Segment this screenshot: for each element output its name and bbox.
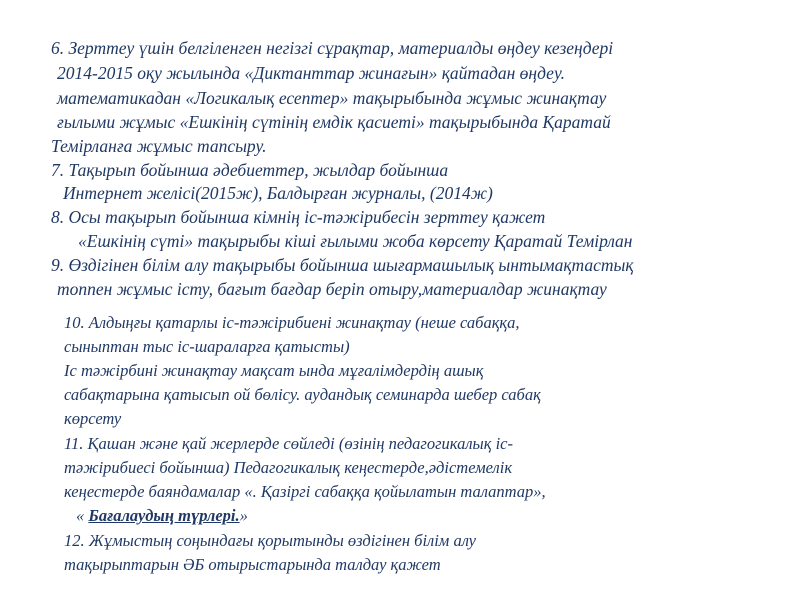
emphasis-text: Бағалаудың түрлері.	[88, 506, 240, 525]
text-line: 6. Зерттеу үшін белгіленген негізгі сұрақтар, материалды өңдеу кезеңдері	[51, 38, 614, 58]
text-line: сыныптан тыс іс-шараларға қатысты)	[64, 337, 350, 356]
text-line-emphasis	[76, 508, 248, 525]
text-line: кеңестерде баяндамалар «. Қазіргі сабаққа қойылатын талаптар»,	[64, 482, 546, 501]
text-line: «Ешкінің сүті» тақырыбы кіші ғылыми жоба көрсету Қаратай Темірлан	[78, 231, 633, 251]
text-line: топпен жұмыс істу, бағыт бағдар беріп отыру,материалдар жинақтау	[57, 279, 607, 299]
text-line: 10. Алдыңғы қатарлы іс-тәжірибиені жинақтау (неше сабаққа,	[64, 313, 520, 332]
text-line: Темірланға жұмыс тапсыру.	[51, 136, 267, 156]
text-line: Интернет желісі(2015ж), Балдырған журналы, (2014ж)	[63, 183, 493, 203]
text-line: 7. Тақырып бойынша әдебиеттер, жылдар бойынша	[51, 160, 449, 180]
text-line: 8. Осы тақырып бойынша кімнің іс-тәжірибесін зерттеу қажет	[51, 207, 546, 227]
text-line: көрсету	[64, 409, 122, 428]
text-line: 9. Өздігінен білім алу тақырыбы бойынша шығармашылық ынтымақтастық	[51, 255, 634, 275]
quote-close: »	[239, 506, 248, 525]
quote-open: «	[76, 506, 89, 525]
text-line: тәжірибиесі бойынша) Педагогикалық кеңестерде,әдістемелік	[64, 458, 513, 477]
text-line: 2014-2015 оқу жылында «Диктанттар жинағын» қайтадан өңдеу.	[57, 63, 565, 83]
text-line: ғылыми жұмыс «Ешкінің сүтінің емдік қасиеті» тақырыбында Қаратай	[57, 112, 611, 132]
text-line: тақырыптарын ӘБ отырыстарында талдау қажет	[64, 555, 441, 574]
text-line: математикадан «Логикалық есептер» тақырыбында жұмыс жинақтау	[57, 88, 607, 108]
text-line: сабақтарына қатысып ой бөлісу. аудандық семинарда шебер сабақ	[64, 385, 541, 404]
text-line: 12. Жұмыстың соңындағы қорытынды өздігінен білім алу	[64, 531, 477, 550]
text-line: 11. Қашан және қай жерлерде сөйледі (өзінің педагогикалық іс-	[64, 434, 513, 453]
text-line: Іс тәжірбині жинақтау мақсат ында мұғалімдердің ашық	[64, 361, 484, 380]
